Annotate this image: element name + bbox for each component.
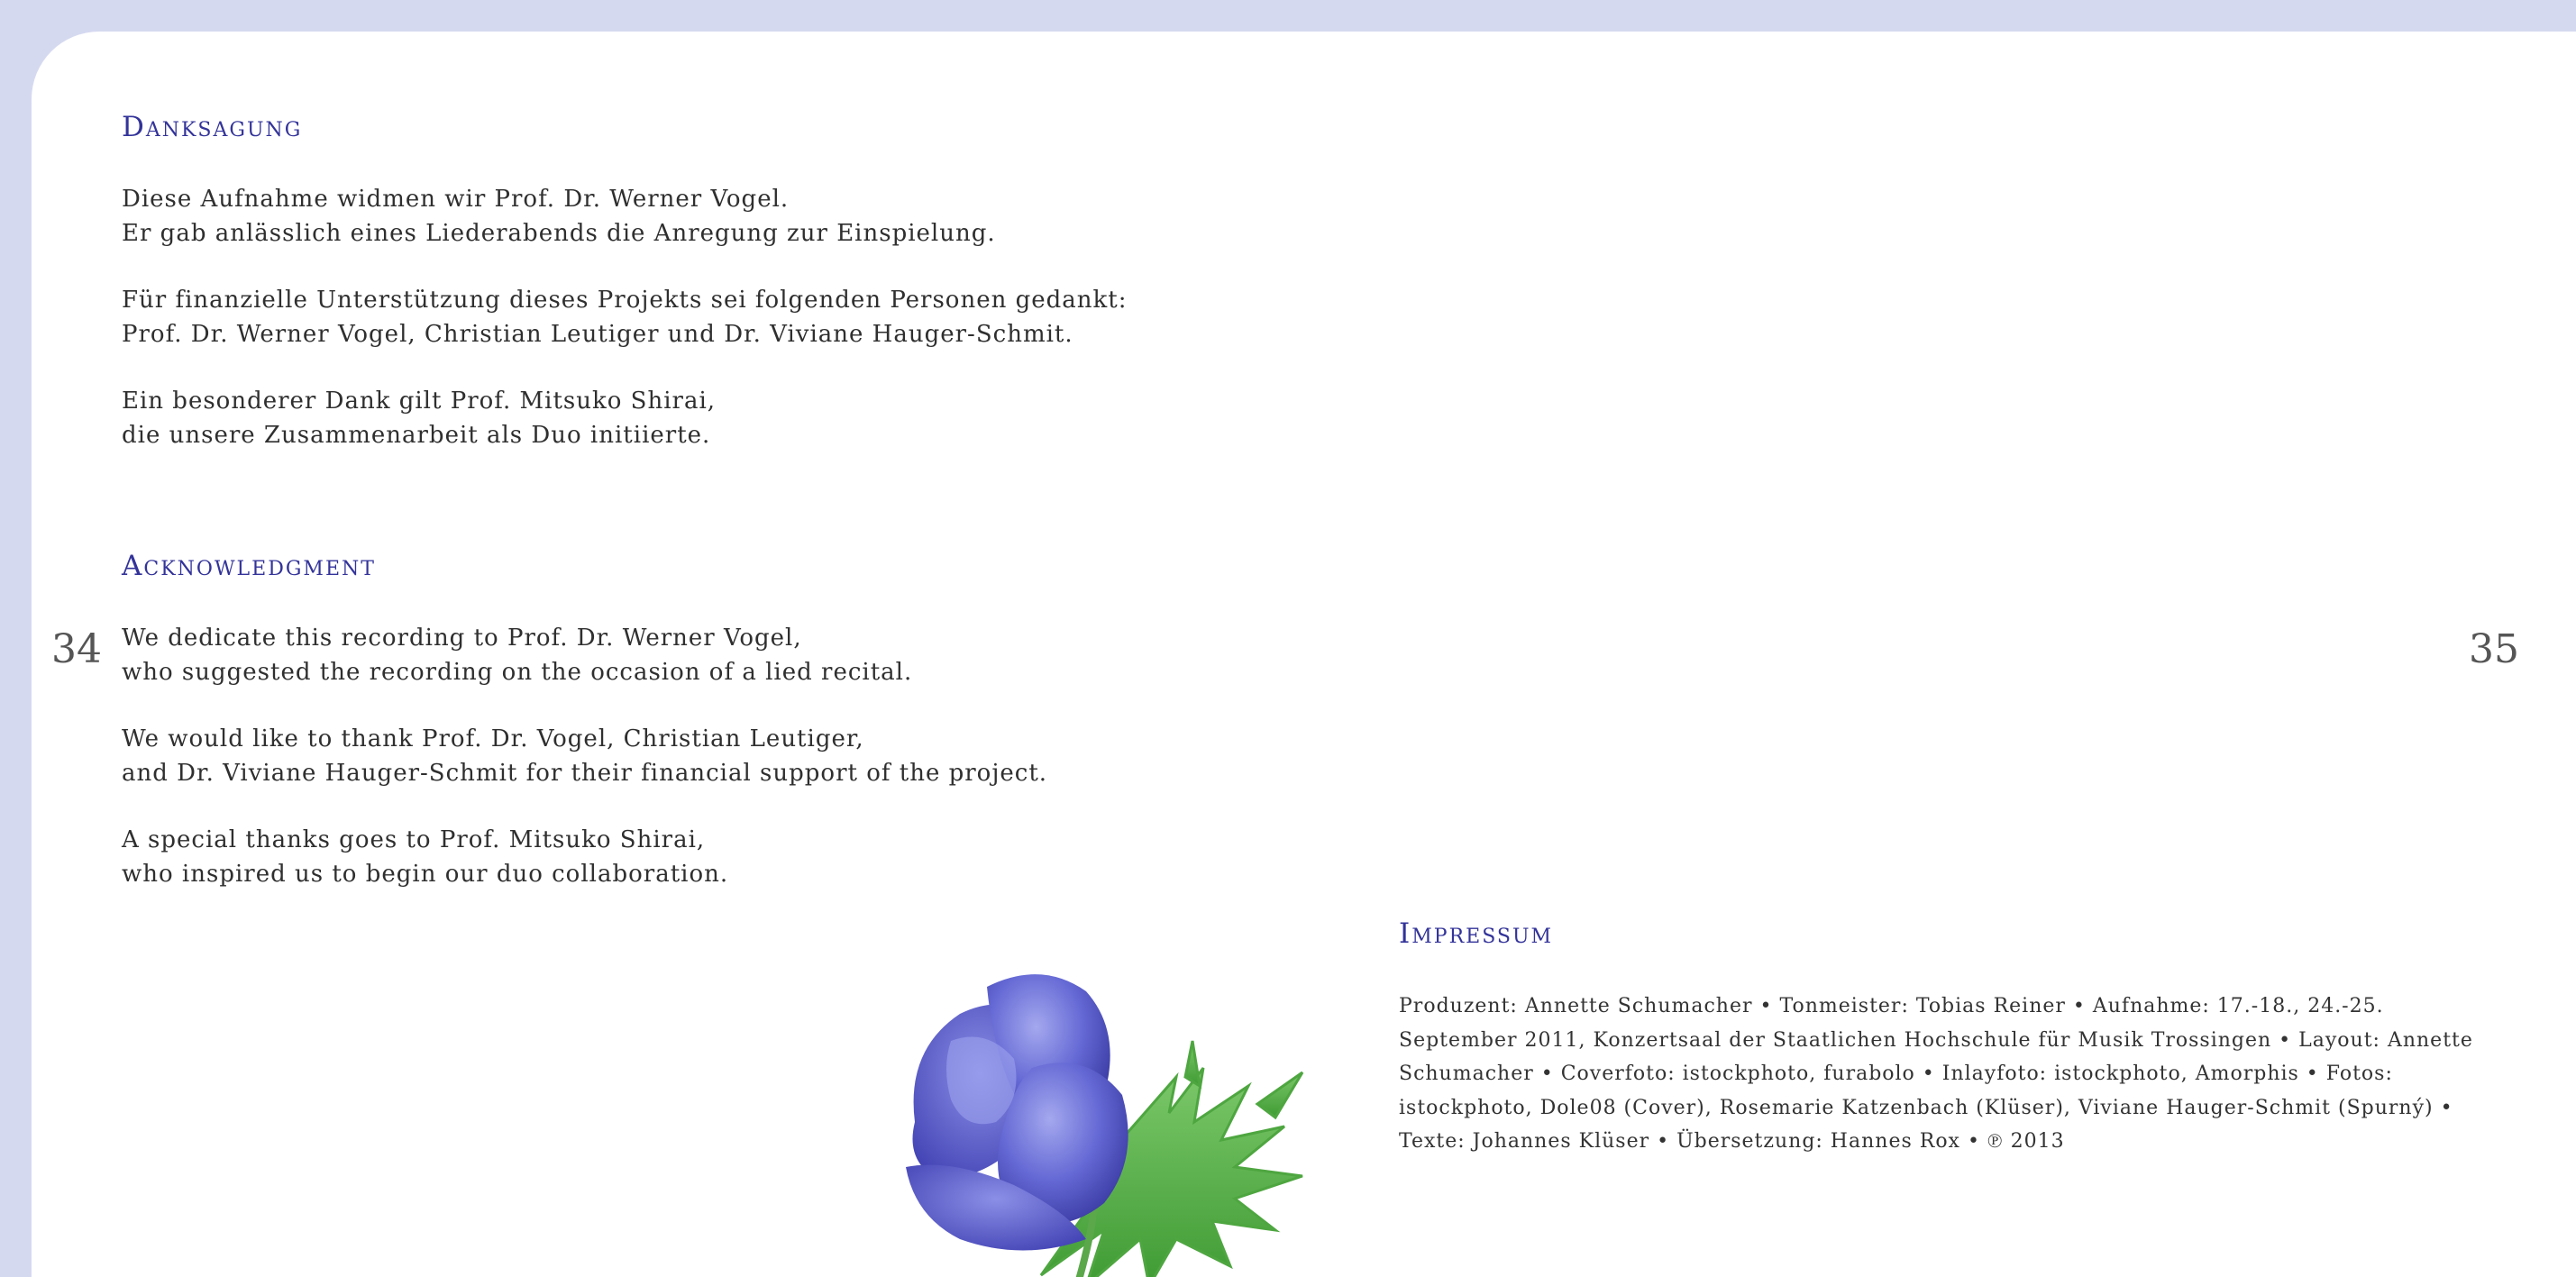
acknowledgment-heading: Acknowledgment: [122, 550, 376, 582]
impressum-text: Produzent: Annette Schumacher • Tonmeister: Tobias Reiner • Aufnahme: 17.-18., 24.-25. September 2011, Konzertsaal der Staatlichen Hochschule für Musik Trossingen • Layout: Annette Schumacher • Coverfoto: istockphoto, furabolo • Inlayfoto: istockphoto, Amorphis • Fotos: istockphoto, Dole08 (Cover), Rosemarie Katzenbach (Klüser), Viviane Hauger-Schmit (Spurný) • Texte: Johannes Klüser • Übersetzung: Hannes Rox • ℗ 2013: [1399, 995, 2473, 1153]
booklet-spread: [32, 32, 2576, 1277]
danksagung-paragraph-2: Für finanzielle Unterstützung dieses Projekts sei folgenden Personen gedankt: Prof. Dr. Werner Vogel, Christian Leutiger und Dr. Viviane Hauger-Schmit.: [122, 287, 1128, 348]
danksagung-paragraph-3: Ein besonderer Dank gilt Prof. Mitsuko Shirai, die unsere Zusammenarbeit als Duo initiierte.: [122, 388, 717, 449]
danksagung-heading: Danksagung: [122, 111, 303, 143]
danksagung-paragraph-1: Diese Aufnahme widmen wir Prof. Dr. Werner Vogel. Er gab anlässlich eines Liederabends die Anregung zur Einspielung.: [122, 186, 996, 247]
acknowledgment-paragraph-1: We dedicate this recording to Prof. Dr. Werner Vogel, who suggested the recording on the occasion of a lied recital.: [122, 625, 913, 686]
page-number-left: 34: [51, 626, 102, 672]
page-number-right: 35: [2469, 626, 2519, 672]
acknowledgment-paragraph-2: We would like to thank Prof. Dr. Vogel, Christian Leutiger, and Dr. Viviane Hauger-Schmit for their financial support of the project.: [122, 725, 1048, 787]
acknowledgment-paragraph-3: A special thanks goes to Prof. Mitsuko Shirai, who inspired us to begin our duo collaboration.: [122, 826, 729, 888]
anemone-flower-image: [879, 942, 1329, 1277]
impressum-heading: Impressum: [1399, 917, 1554, 950]
